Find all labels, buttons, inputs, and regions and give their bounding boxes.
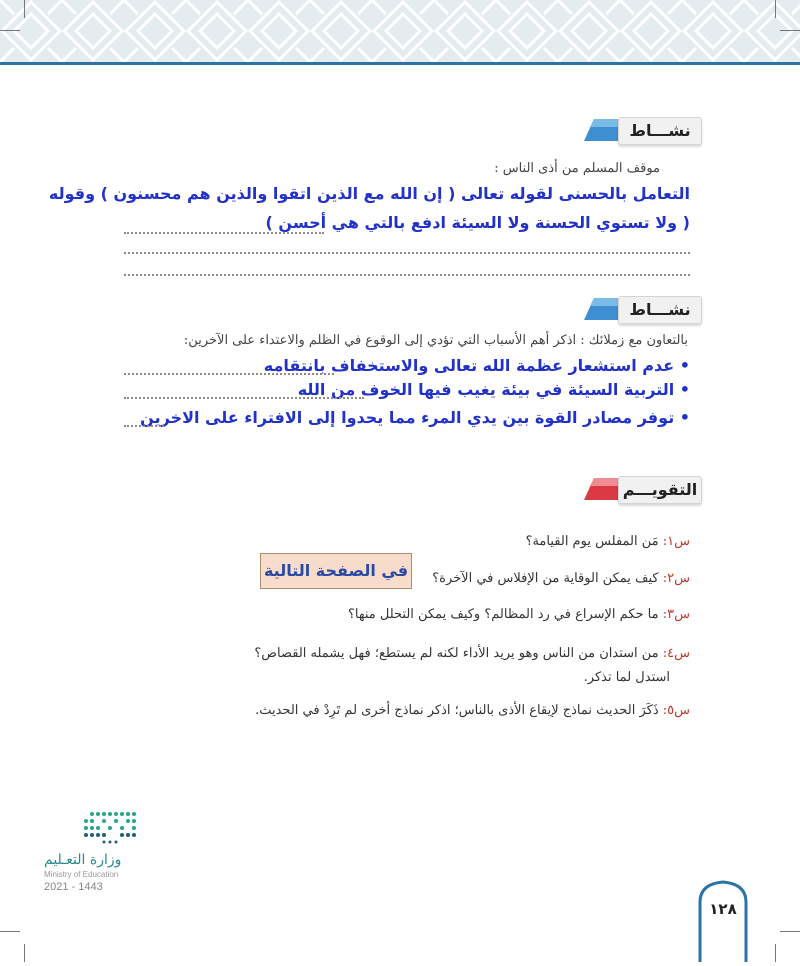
question-1 <box>526 534 690 549</box>
question-text: ذَكَرَ الحديث نماذج لإيقاع الأذى بالناس؛ اذكر نماذج أخرى لم تَرِدْ في الحديث. <box>255 703 659 718</box>
dotted-answer-line <box>124 232 324 234</box>
crop-mark <box>0 30 20 31</box>
question-number: س٤: <box>662 646 690 661</box>
page-number: ١٢٨ <box>709 900 737 918</box>
question-4 <box>254 646 690 661</box>
activity2-prompt: بالتعاون مع زملائك : اذكر أهم الأسباب التي تؤدي إلى الوقوع في الظلم والاعتداء على الآخرين: <box>183 333 688 348</box>
crop-mark <box>0 931 20 932</box>
page-number-tab <box>698 880 748 962</box>
question-text: من استدان من الناس وهو يريد الأداء لكنه لم يستطع؛ فهل يشمله القصاص؟ <box>254 646 659 661</box>
header-rule <box>0 62 800 65</box>
evaluation-tab-label: التقويـــم <box>618 476 702 504</box>
crop-mark <box>780 30 800 31</box>
dotted-answer-line <box>124 274 690 276</box>
activity1-answer-line-1: التعامل بالحسنى لقوله تعالى ( إن الله مع الذين اتقوا والذين هم محسنون ) وقوله <box>48 184 690 203</box>
activity1-prompt: موقف المسلم من أذى الناس : <box>494 161 660 176</box>
ministry-logo <box>42 808 192 898</box>
activity-tab-1 <box>584 117 702 145</box>
question-number: س٣: <box>662 607 690 622</box>
question-number: س٢: <box>662 571 690 586</box>
dotted-answer-line <box>124 373 334 375</box>
crop-mark <box>775 944 776 962</box>
activity2-answer-line-2: • التربية السيئة في بيئة يغيب فيها الخوف من الله <box>297 380 690 399</box>
activity2-answer-line-1: • عدم استشعار عظمة الله تعالى والاستخفاف بانتقامه <box>263 356 690 375</box>
ministry-year: 2021 - 1443 <box>44 881 103 893</box>
crop-mark <box>24 0 25 18</box>
evaluation-tab <box>584 476 702 504</box>
activity-tab-label: نشـــاط <box>618 296 702 324</box>
activity2-answer-line-3: • توفر مصادر القوة بين يدي المرء مما يحدوا إلى الافتراء على الاخرين <box>140 408 690 427</box>
question-3 <box>348 607 690 622</box>
question-5 <box>255 703 690 718</box>
question-number: س١: <box>662 534 690 549</box>
logo-dots-icon <box>42 808 142 848</box>
page-tab-shape <box>698 880 748 962</box>
crop-mark <box>780 931 800 932</box>
dotted-answer-line <box>124 397 364 399</box>
ministry-name-english: Ministry of Education <box>44 870 119 879</box>
crop-mark <box>24 944 25 962</box>
geometric-pattern <box>0 0 800 62</box>
dotted-answer-line <box>124 252 690 254</box>
activity-tab-2 <box>584 296 702 324</box>
dotted-answer-line <box>124 425 164 427</box>
question-text: ما حكم الإسراع في رد المظالم؟ وكيف يمكن التحلل منها؟ <box>347 607 659 622</box>
activity-tab-label: نشـــاط <box>618 117 702 145</box>
next-page-note: في الصفحة التالية <box>260 553 412 589</box>
question-text: كيف يمكن الوقاية من الإفلاس في الآخرة؟ <box>432 571 659 586</box>
crop-mark <box>775 0 776 18</box>
activity1-answer-line-2: ( ولا تستوي الحسنة ولا السيئة ادفع بالتي هي أحسن ) <box>265 213 690 232</box>
ministry-name-arabic: وزارة التعـليم <box>44 852 122 868</box>
question-2 <box>432 571 690 586</box>
question-text: مَن المفلس يوم القيامة؟ <box>525 534 659 549</box>
question-number: س٥: <box>662 703 690 718</box>
header-banner <box>0 0 800 62</box>
question-4-continuation: استدل لما تذكر. <box>583 670 670 685</box>
